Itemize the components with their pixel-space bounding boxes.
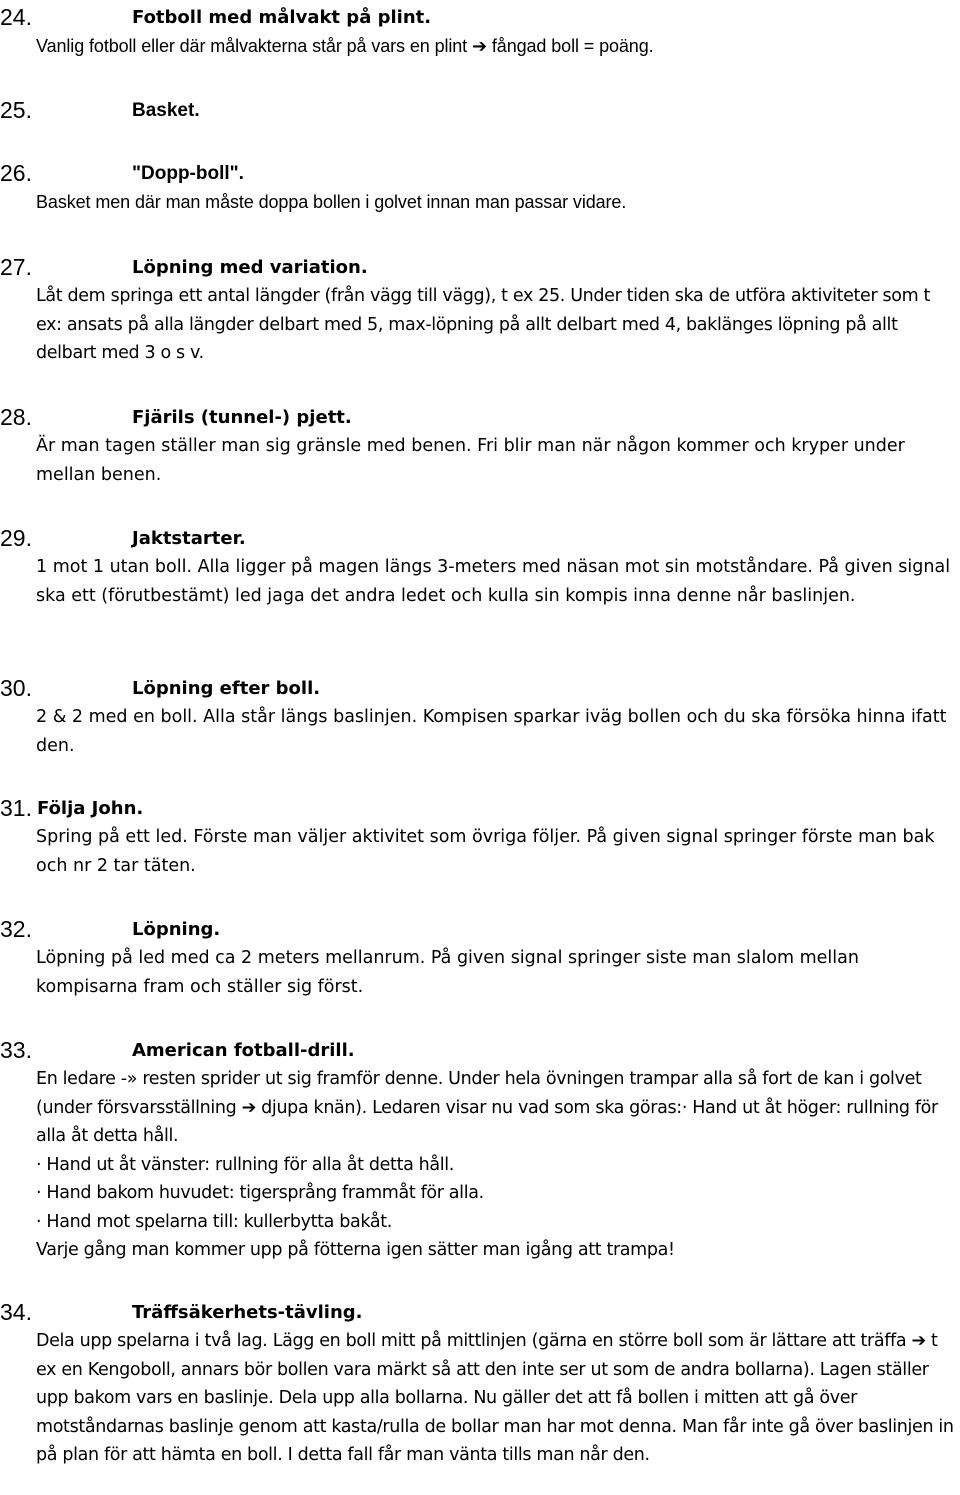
exercise-29 <box>0 523 958 610</box>
exercise-31 <box>0 793 958 880</box>
exercise-27 <box>0 252 958 368</box>
description-text: Är man tagen ställer man sig gränsle med benen. Fri blir man när någon kommer och kryper under mellan benen. <box>36 436 905 485</box>
exercise-number: 24. <box>0 4 32 30</box>
exercise-description <box>36 32 958 62</box>
exercise-description <box>36 1327 958 1470</box>
exercise-title: Löpning med variation. <box>132 257 368 278</box>
exercise-heading <box>0 252 958 282</box>
exercise-description <box>36 553 958 610</box>
description-text: Löpning på led med ca 2 meters mellanrum. På given signal springer siste man slalom mellan kompisarna fram och ställer sig först. <box>36 948 859 997</box>
exercise-title: Fjärils (tunnel-) pjett. <box>132 407 352 428</box>
description-text: Dela upp spelarna i två lag. Lägg en boll mitt på mittlinjen (gärna en större boll som är lättare att träffa <box>36 1331 907 1351</box>
arrow-right-icon: ➔ <box>241 1097 256 1118</box>
description-line: Varje gång man kommer upp på fötterna igen sätter man igång att trampa! <box>36 1240 675 1260</box>
exercise-number: 29. <box>0 525 32 551</box>
description-line: · Hand ut åt vänster: rullning för alla åt detta håll. <box>36 1154 455 1175</box>
exercise-number: 31. <box>0 795 32 821</box>
description-text: 2 & 2 med en boll. Alla står längs baslinjen. Kompisen sparkar iväg bollen och du ska försöka hinna ifatt den. <box>36 707 947 756</box>
exercise-34 <box>0 1297 958 1470</box>
exercise-number: 30. <box>0 675 32 701</box>
exercise-title: "Dopp-boll". <box>132 163 244 184</box>
exercise-title: Löpning. <box>132 919 221 940</box>
exercise-description <box>36 188 958 217</box>
description-text: Låt dem springa ett antal längder (från vägg till vägg), t ex 25. Under tiden ska de utföra aktiviteter som t ex: ansats på alla längder delbart med 5, max-löpning på allt delbart med 4, baklänges löpning på allt delbart med 3 o s v. <box>36 286 931 363</box>
exercise-heading <box>0 1035 958 1065</box>
exercise-description <box>36 1065 958 1265</box>
exercise-description <box>36 703 958 760</box>
exercise-title: Jaktstarter. <box>132 528 246 549</box>
exercise-title: American fotball-drill. <box>132 1040 355 1061</box>
exercise-number: 26. <box>0 160 32 186</box>
exercise-heading <box>0 523 958 553</box>
exercise-title: Fotboll med målvakt på plint. <box>132 7 432 28</box>
exercise-heading <box>0 673 958 703</box>
arrow-right-icon: ➔ <box>911 1331 926 1351</box>
exercise-26 <box>0 158 958 217</box>
exercise-heading <box>0 2 958 32</box>
arrow-right-icon: ➔ <box>472 36 487 57</box>
exercise-number: 28. <box>0 404 32 430</box>
exercise-28 <box>0 402 958 489</box>
exercise-description <box>36 282 958 368</box>
description-line: · Hand mot spelarna till: kullerbytta bakåt. <box>36 1211 392 1232</box>
exercise-number: 27. <box>0 254 32 280</box>
exercise-description <box>36 823 958 880</box>
exercise-title: Basket. <box>132 100 200 121</box>
exercise-heading <box>0 914 958 944</box>
exercise-30 <box>0 673 958 760</box>
exercise-number: 25. <box>0 97 32 123</box>
exercise-number: 33. <box>0 1037 32 1063</box>
description-text: En ledare -» resten sprider ut sig framför denne. Under hela övningen trampar alla så fort de kan i golvet (under försvarsställning <box>36 1069 922 1118</box>
exercise-heading <box>0 402 958 432</box>
description-text: djupa knän). Ledaren visar nu vad som ska göras:· Hand ut åt höger: rullning för alla åt detta håll. <box>36 1097 938 1146</box>
exercise-heading <box>0 1297 958 1327</box>
description-text: Basket men där man måste doppa bollen i golvet innan man passar vidare. <box>36 192 627 212</box>
exercise-32 <box>0 914 958 1001</box>
exercise-33 <box>0 1035 958 1265</box>
exercise-heading <box>0 793 958 823</box>
exercise-25 <box>0 95 958 125</box>
description-line: · Hand bakom huvudet: tigersprång frammåt för alla. <box>36 1183 484 1203</box>
exercise-24 <box>0 2 958 62</box>
description-text: Vanlig fotboll eller där målvakterna står på vars en plint <box>36 36 468 56</box>
exercise-title: Träffsäkerhets-tävling. <box>132 1302 363 1323</box>
exercise-heading <box>0 158 958 188</box>
exercise-description <box>36 432 958 489</box>
exercise-description <box>36 944 958 1001</box>
exercise-title: Löpning efter boll. <box>132 678 321 699</box>
description-text: 1 mot 1 utan boll. Alla ligger på magen längs 3-meters med näsan mot sin motståndare. På given signal ska ett (förutbestämt) led jaga det andra ledet och kulla sin kompis inna denne når baslinjen. <box>36 557 951 606</box>
description-text: Spring på ett led. Förste man väljer aktivitet som övriga följer. På given signal springer förste man bak och nr 2 tar täten. <box>36 827 935 876</box>
exercise-number: 34. <box>0 1299 32 1325</box>
exercise-heading <box>0 95 958 125</box>
exercise-title: Följa John. <box>37 798 144 819</box>
description-text: t ex en Kengoboll, annars bör bollen vara märkt så att den inte ser ut som de andra bollarna). Lagen ställer upp bakom vars en baslinje. Dela upp alla bollarna. Nu gäller det att få bollen i mitten att gå över motståndarnas baslinje genom att kasta/rulla de bollar man har mot denna. Man får inte gå över baslinjen in på plan för att hämta en boll. I detta fall får man vänta tills man når den. <box>36 1331 954 1465</box>
description-text: fångad boll = poäng. <box>491 36 654 56</box>
exercise-number: 32. <box>0 916 32 942</box>
